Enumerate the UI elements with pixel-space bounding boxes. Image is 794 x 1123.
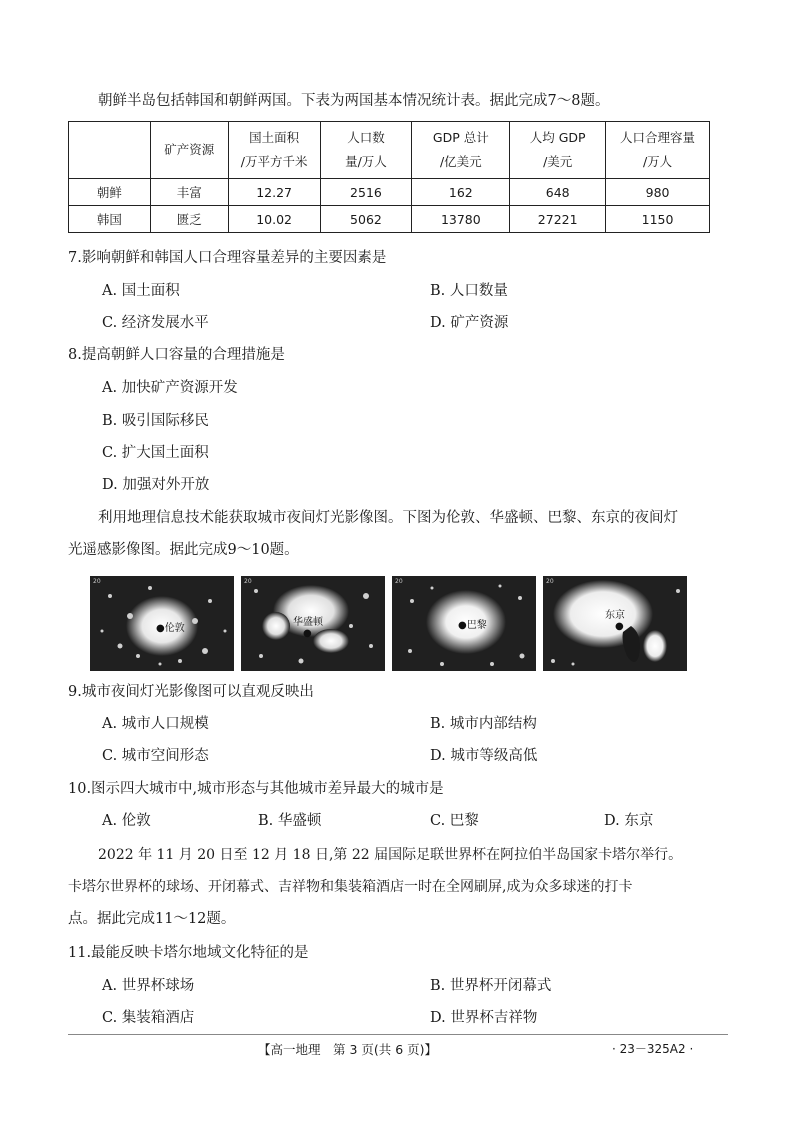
q7-option-a[interactable]: A. 国土面积 (102, 283, 180, 299)
q9-option-b[interactable]: B. 城市内部结构 (430, 716, 537, 732)
night-light-images (90, 576, 688, 672)
q7-option-c[interactable]: C. 经济发展水平 (102, 315, 209, 331)
table-header-row (69, 122, 710, 179)
header-cell: GDP 总计 /亿美元 (412, 122, 510, 179)
q11-option-c[interactable]: C. 集装箱酒店 (102, 1010, 195, 1026)
q10-option-d[interactable]: D. 东京 (604, 813, 654, 829)
city-label-tokyo: 东京 ● (605, 610, 625, 632)
q10-option-c[interactable]: C. 巴黎 (430, 813, 479, 829)
city-label-washington: 华盛顿 ● (293, 617, 323, 639)
page-footer: 【高一地理 第 3 页(共 6 页)】 (258, 1042, 438, 1057)
question-7-stem: 7.影响朝鲜和韩国人口合理容量差异的主要因素是 (68, 250, 387, 266)
header-cell: 矿产资源 (150, 122, 228, 179)
exam-code: · 23－325A2 · (612, 1042, 694, 1056)
header-cell: 国土面积 /万平方千米 (228, 122, 320, 179)
night-image-tokyo (543, 576, 687, 671)
image-scale-label: 20 (546, 578, 554, 585)
table-cell: 1150 (606, 206, 710, 233)
city-label-london: ●伦敦 (156, 623, 185, 634)
header-cell: 人口数 量/万人 (320, 122, 412, 179)
q9-option-c[interactable]: C. 城市空间形态 (102, 748, 209, 764)
table-cell: 朝鲜 (69, 179, 151, 206)
table-cell: 丰富 (150, 179, 228, 206)
table-cell: 12.27 (228, 179, 320, 206)
question-11-stem: 11.最能反映卡塔尔地域文化特征的是 (68, 945, 309, 961)
city-label-paris: ●巴黎 (458, 620, 487, 631)
q9-option-a[interactable]: A. 城市人口规模 (102, 716, 209, 732)
q7-option-b[interactable]: B. 人口数量 (430, 283, 508, 299)
q10-option-b[interactable]: B. 华盛顿 (258, 813, 322, 829)
intro-11-12-line3: 点。据此完成11～12题。 (68, 911, 236, 927)
q10-option-a[interactable]: A. 伦敦 (102, 813, 151, 829)
table-cell: 13780 (412, 206, 510, 233)
night-image-london (90, 576, 234, 671)
table-cell: 162 (412, 179, 510, 206)
table-row (69, 206, 710, 233)
intro-9-10-line1: 利用地理信息技术能获取城市夜间灯光影像图。下图为伦敦、华盛顿、巴黎、东京的夜间灯 (98, 510, 678, 526)
image-scale-label: 20 (93, 578, 101, 585)
table-cell: 648 (510, 179, 606, 206)
footer-rule (68, 1034, 728, 1035)
q8-option-b[interactable]: B. 吸引国际移民 (102, 413, 209, 429)
q8-option-c[interactable]: C. 扩大国土面积 (102, 445, 209, 461)
q9-option-d[interactable]: D. 城市等级高低 (430, 748, 538, 764)
image-scale-label: 20 (244, 578, 252, 585)
table-cell: 27221 (510, 206, 606, 233)
header-cell: 人口合理容量 /万人 (606, 122, 710, 179)
table-cell: 10.02 (228, 206, 320, 233)
header-cell-empty (69, 122, 151, 179)
night-image-paris (392, 576, 536, 671)
question-8-stem: 8.提高朝鲜人口容量的合理措施是 (68, 347, 285, 363)
q11-option-d[interactable]: D. 世界杯吉祥物 (430, 1010, 538, 1026)
intro-9-10-line2: 光遥感影像图。据此完成9～10题。 (68, 542, 299, 558)
table-cell: 2516 (320, 179, 412, 206)
q11-option-a[interactable]: A. 世界杯球场 (102, 978, 195, 994)
q8-option-d[interactable]: D. 加强对外开放 (102, 477, 210, 493)
table-row (69, 179, 710, 206)
header-cell: 人均 GDP /美元 (510, 122, 606, 179)
stats-table (68, 121, 710, 233)
q7-option-d[interactable]: D. 矿产资源 (430, 315, 509, 331)
table-cell: 980 (606, 179, 710, 206)
intro-11-12-line2: 卡塔尔世界杯的球场、开闭幕式、吉祥物和集装箱酒店一时在全网刷屏,成为众多球迷的打卡 (68, 879, 633, 895)
table-cell: 韩国 (69, 206, 151, 233)
question-9-stem: 9.城市夜间灯光影像图可以直观反映出 (68, 684, 314, 700)
q11-option-b[interactable]: B. 世界杯开闭幕式 (430, 978, 552, 994)
table-cell: 匮乏 (150, 206, 228, 233)
night-image-washington (241, 576, 385, 671)
image-scale-label: 20 (395, 578, 403, 585)
table-cell: 5062 (320, 206, 412, 233)
q8-option-a[interactable]: A. 加快矿产资源开发 (102, 380, 238, 396)
intro-11-12-line1: 2022 年 11 月 20 日至 12 月 18 日,第 22 届国际足联世界杯在阿拉伯半岛国家卡塔尔举行。 (98, 847, 683, 863)
question-10-stem: 10.图示四大城市中,城市形态与其他城市差异最大的城市是 (68, 781, 444, 797)
intro-7-8: 朝鲜半岛包括韩国和朝鲜两国。下表为两国基本情况统计表。据此完成7～8题。 (98, 93, 610, 109)
